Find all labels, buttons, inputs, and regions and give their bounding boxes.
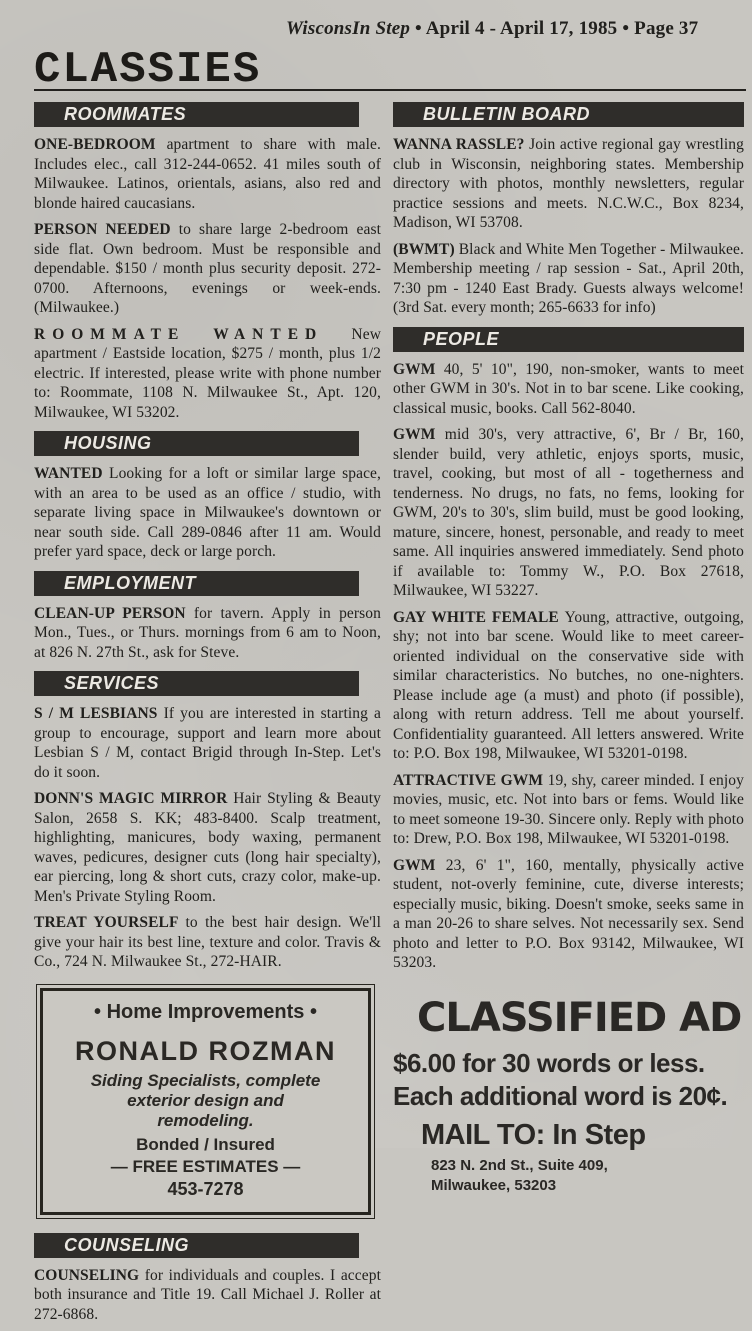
ad-text: 40, 5' 10", 190, non-smoker, wants to meet other GWM in 30's. Not in to bar scene. Like cooking, classical music, books. Call 562-8040.	[393, 360, 744, 417]
section-title: HOUSING	[64, 433, 152, 453]
page-title-rule	[34, 45, 746, 95]
section-title: EMPLOYMENT	[64, 572, 197, 593]
ad-text: 23, 6' 1", 160, mentally, physically active student, not-overly feminine, cute, diverse interests; especially music, biking. Doesn't smoke, seeks same in a man 20-26 to share selves. Not necessarily sex. Send photo and letter to P.O. Box 93142, Milwaukee, WI 53203.	[393, 856, 744, 971]
classified-ad	[393, 771, 744, 849]
ad-lead: WANTED	[34, 465, 103, 482]
classified-ad-pricing	[393, 995, 744, 1197]
section-header-housing	[34, 431, 359, 456]
classified-ad	[393, 240, 744, 318]
section-title: SERVICES	[64, 673, 160, 693]
ad-text: Young, attractive, outgoing, shy; not into bar scene. Would like to meet career-oriented individual on the conservative side with similar characteristics. No butches, no one-nighters. Please include age (a must) and photo (if possible), along with return address. Tell me about yourself. Confidentiality guaranteed. All letters answered. Write to: P.O. Box 198, Milwaukee, WI 53201-0198.	[393, 608, 744, 762]
ad-lead: DONN'S MAGIC MIRROR	[34, 790, 228, 807]
pricing-body: $6.00 for 30 words or less. Each additional word is 20¢.	[393, 1047, 728, 1111]
ad-lead: ONE-BEDROOM	[34, 136, 156, 153]
pricing-title: CLASSIFIED AD	[417, 994, 742, 1041]
pricing-address-line1: 823 N. 2nd St., Suite 409,	[431, 1157, 608, 1175]
classifieds-columns	[34, 102, 744, 1331]
ad-text: Looking for a loft or similar large space, with an area to be used as an office / studio, with separate living space in Milwaukee's downtown or near south side. Call 289-0846 after 11 am. Would prefer yard space, deck or large porch.	[34, 465, 382, 560]
ad-lead: CLEAN-UP PERSON	[34, 604, 186, 622]
classified-ad	[34, 789, 381, 906]
section-header-counseling	[34, 1233, 359, 1258]
classified-ad	[34, 135, 381, 213]
classified-ad	[34, 704, 381, 782]
ad-lead: ROOMMATE WANTED	[34, 325, 324, 343]
section-header-bulletin-board	[393, 102, 744, 127]
ad-text: Hair Styling & Beauty Salon, 2658 S. KK; 483-8400. Scalp treatment, highlighting, manicures, body waxing, permanent waves, pedicures, designer cuts (long hair specialty), ear piercing, long & short cuts, crazy color, make-up. Men's Private Styling Room.	[34, 790, 381, 905]
ad-text: Black and White Men Together - Milwaukee. Membership meeting / rap session - Sat., April 20th, 7:30 pm - 1240 East Brady. Guests always welcome! (3rd Sat. every month; 265-6633 for info)	[393, 240, 744, 316]
section-title: COUNSELING	[64, 1234, 190, 1255]
classified-ad	[393, 135, 744, 233]
classified-ad	[393, 360, 744, 419]
ad-lead: GWM	[393, 426, 436, 443]
classified-ad	[34, 1266, 381, 1325]
ad-lead: ATTRACTIVE GWM	[393, 771, 544, 789]
section-header-services	[34, 671, 359, 696]
ad-text: If you are interested in starting a group to encourage, support and learn more about Lesbian S / M, contact Brigid through In-Step. Let's do it soon.	[34, 705, 381, 781]
ad-lead: COUNSELING	[34, 1266, 140, 1284]
section-title: BULLETIN BOARD	[423, 104, 590, 124]
section-title: ROOMMATES	[64, 104, 187, 124]
ad-lead: TREAT YOURSELF	[34, 914, 178, 931]
classified-ad	[34, 464, 381, 562]
ad-text: for tavern. Apply in person Mon., Tues., or Thurs. mornings from 6 am to Noon, at 826 N. 27th St., ask for Steve.	[34, 604, 381, 661]
publication-name: WisconsIn Step	[286, 18, 411, 39]
left-column	[34, 102, 381, 1331]
advertiser-name: RONALD ROZMAN	[75, 1035, 336, 1066]
section-header-roommates	[34, 102, 359, 127]
ad-lead: GWM	[393, 360, 436, 378]
page-title: CLASSIES	[34, 45, 262, 95]
ad-phone: 453-7278	[167, 1178, 244, 1199]
ad-text: New apartment / Eastside location, $275 / month, plus 1/2 electric. If interested, please write with phone number to: Roommate, 1108 N. Milwaukee St., Apt. 120, Milwaukee, WI 53202.	[34, 325, 381, 421]
ad-text: Join active regional gay wrestling club in Wisconsin, neighboring states. Membership directory with photos, monthly newsletters, regular practice sessions and meets. N.C.W.C., Box 8234, Madison, WI 53708.	[393, 136, 744, 231]
ad-text: for individuals and couples. I accept both insurance and Title 19. Call Michael J. Roller at 272-6868.	[34, 1266, 381, 1323]
ad-lead: S / M LESBIANS	[34, 705, 158, 722]
classified-ad	[393, 608, 744, 764]
ad-text: mid 30's, very attractive, 6', Br / Br, 160, slender build, very athletic, enjoys sports, music, travel, cooking, but most of all - togetherness and tenderness. No drugs, no fats, no fems, looking for GWM, 20's to 30's, slim build, must be good looking, mature, sincere, honest, personable, and ready to meet same. All inquiries answered immediately. Send photo if available to: Tommy W., P.O. Box 27618, Milwaukee, WI 53227.	[393, 426, 745, 599]
ad-description: Siding Specialists, complete exterior design and remodeling.	[90, 1070, 321, 1131]
classified-ad	[393, 856, 744, 973]
ad-lead: PERSON NEEDED	[34, 221, 171, 238]
classified-ad	[34, 913, 381, 972]
ad-lead: WANNA RASSLE?	[393, 136, 525, 153]
ad-estimates-line: — FREE ESTIMATES —	[110, 1156, 301, 1176]
section-header-people	[393, 327, 744, 352]
ad-lead: GWM	[393, 856, 436, 874]
ad-lead: (BWMT)	[393, 240, 455, 258]
masthead	[34, 18, 744, 40]
section-header-employment	[34, 571, 359, 596]
ad-text: apartment to share with male. Includes elec., call 312-244-0652. 41 miles south of Milwaukee. Latinos, orientals, asians, also red and blonde haired caucasians.	[34, 136, 381, 212]
ad-text: 19, shy, career minded. I enjoy movies, music, etc. Not into bars or fems. Would like to meet someone 19-30. Sincere only. Reply with photo to: Drew, P.O. Box 198, Milwaukee, WI 53201-0198.	[393, 771, 744, 847]
ad-text: to the best hair design. We'll give your hair its best line, texture and color. Travis & Co., 724 N. Milwaukee St., 272-HAIR.	[34, 914, 381, 970]
home-improvements-display-ad	[36, 984, 375, 1219]
pricing-address	[431, 1156, 744, 1197]
classified-ad	[393, 425, 744, 601]
issue-date-page: • April 4 - April 17, 1985 • Page 37	[410, 18, 699, 39]
pricing-mail-to: MAIL TO: In Step	[421, 1119, 646, 1152]
classified-ad	[34, 604, 381, 663]
section-title: PEOPLE	[423, 328, 500, 349]
right-column	[393, 102, 744, 1331]
ad-bonded-line: Bonded / Insured	[136, 1134, 275, 1154]
classified-ad	[34, 325, 381, 423]
pricing-address-line2: Milwaukee, 53203	[431, 1177, 557, 1195]
classified-ad	[34, 220, 381, 318]
ad-lead: GAY WHITE FEMALE	[393, 608, 559, 626]
ad-text: to share large 2-bedroom east side flat. Own bedroom. Must be responsible and dependable. $150 / month plus security deposit. 272-0700. Afternoons, evenings or week-ends. (Milwaukee.)	[34, 221, 381, 316]
ad-tagline: • Home Improvements •	[94, 1000, 317, 1023]
home-improvements-ad-inner	[40, 988, 371, 1215]
